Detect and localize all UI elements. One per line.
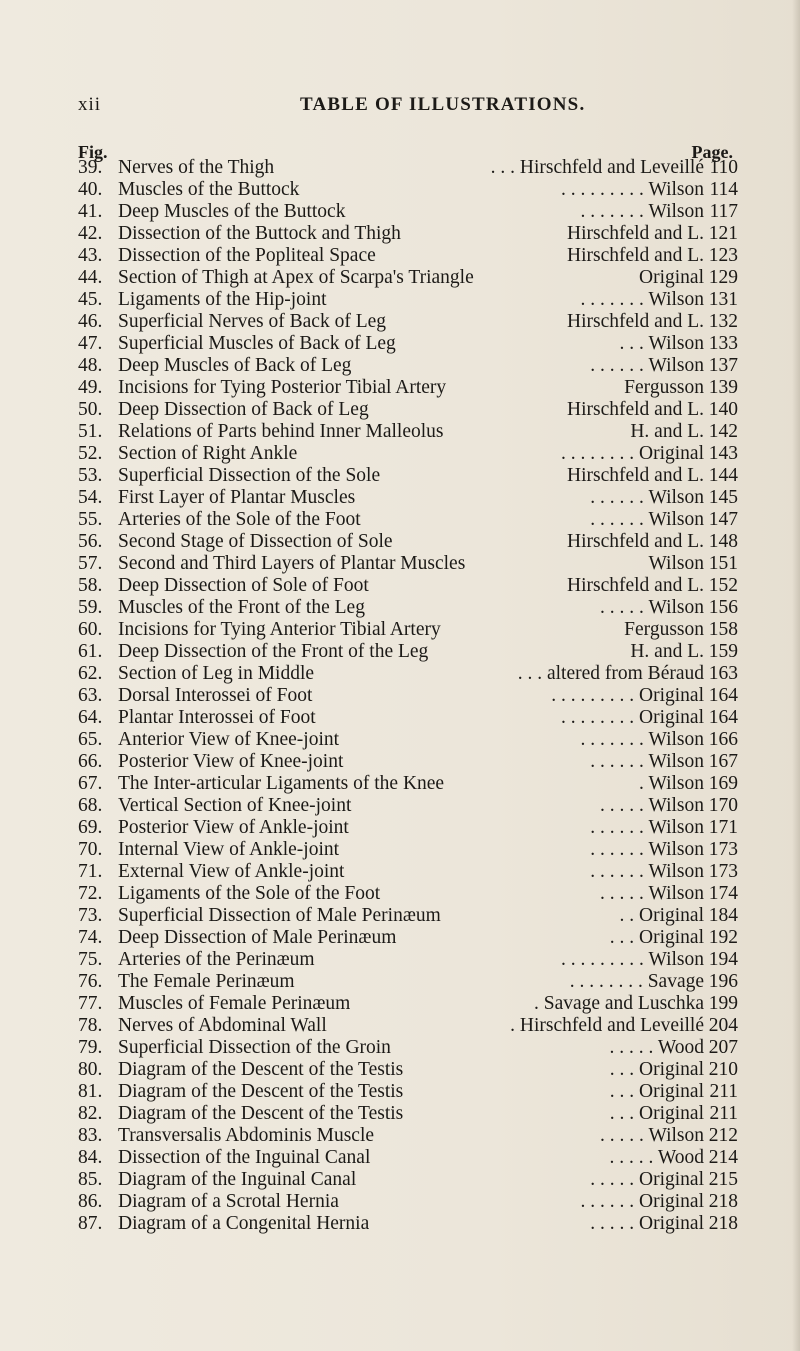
figure-number: 73.: [78, 905, 103, 926]
figure-number: 87.: [78, 1213, 103, 1234]
list-item: [78, 949, 738, 971]
page-reference: 171: [708, 817, 738, 838]
page-reference: 192: [708, 927, 738, 948]
illustration-source: . . . Hirschfeld and Leveillé: [490, 157, 704, 178]
illustration-source: . . . . . Wilson: [600, 795, 704, 816]
illustration-title: Anterior View of Knee-joint: [118, 729, 340, 750]
illustration-source: . . . Original: [609, 1103, 704, 1124]
list-item: [78, 795, 738, 817]
illustration-title: Incisions for Tying Anterior Tibial Artery: [118, 619, 441, 640]
page-reference: 147: [708, 509, 738, 530]
figure-number: 65.: [78, 729, 103, 750]
list-item: [78, 641, 738, 663]
figure-number: 69.: [78, 817, 103, 838]
illustration-title: Diagram of the Descent of the Testis: [118, 1103, 404, 1124]
page-reference: 199: [708, 993, 738, 1014]
illustration-title: Muscles of Female Perinæum: [118, 993, 351, 1014]
list-item: [78, 531, 738, 553]
illustration-title: Dissection of the Popliteal Space: [118, 245, 376, 266]
illustration-title: Arteries of the Sole of the Foot: [118, 509, 361, 530]
list-item: [78, 1015, 738, 1037]
illustration-title: Vertical Section of Knee-joint: [118, 795, 352, 816]
figure-number: 62.: [78, 663, 103, 684]
list-item: [78, 1169, 738, 1191]
list-item: [78, 443, 738, 465]
figure-number: 59.: [78, 597, 103, 618]
illustration-source: . . . . . Wilson: [600, 1125, 704, 1146]
illustration-source: . Hirschfeld and Leveillé: [510, 1015, 704, 1036]
page-reference: 156: [708, 597, 738, 618]
list-item: [78, 773, 738, 795]
illustration-source: . . . . . . . . Savage: [569, 971, 704, 992]
illustration-title: Arteries of the Perinæum: [118, 949, 315, 970]
illustration-title: Superficial Muscles of Back of Leg: [118, 333, 396, 354]
list-item: [78, 707, 738, 729]
running-title: TABLE OF ILLUSTRATIONS.: [300, 94, 586, 115]
illustration-title: Diagram of the Descent of the Testis: [118, 1059, 404, 1080]
figure-number: 70.: [78, 839, 103, 860]
illustration-title: External View of Ankle-joint: [118, 861, 345, 882]
page-reference: 152: [708, 575, 738, 596]
illustration-source: . . . . . . . Wilson: [580, 289, 704, 310]
illustration-title: Diagram of a Scrotal Hernia: [118, 1191, 339, 1212]
page-edge-shadow: [792, 0, 800, 1351]
figure-number: 82.: [78, 1103, 103, 1124]
page-reference: 114: [709, 179, 738, 200]
illustration-source: . . . . . . . . Original: [561, 707, 704, 728]
figure-number: 80.: [78, 1059, 103, 1080]
illustration-title: Ligaments of the Hip-joint: [118, 289, 327, 310]
figure-number: 56.: [78, 531, 103, 552]
illustration-source: . . . Original: [609, 927, 704, 948]
figure-number: 60.: [78, 619, 103, 640]
page-reference: 218: [708, 1213, 738, 1234]
illustration-title: Section of Right Ankle: [118, 443, 298, 464]
list-item: [78, 1059, 738, 1081]
figure-number: 78.: [78, 1015, 103, 1036]
list-item: [78, 553, 738, 575]
page-reference: 110: [709, 157, 738, 178]
page-reference: 131: [708, 289, 738, 310]
illustration-title: First Layer of Plantar Muscles: [118, 487, 356, 508]
illustration-title: Muscles of the Front of the Leg: [118, 597, 365, 618]
illustration-title: Second Stage of Dissection of Sole: [118, 531, 393, 552]
illustration-source: . . . . . . . . . Wilson: [561, 179, 704, 200]
list-item: [78, 377, 738, 399]
illustration-source: Hirschfeld and L.: [567, 223, 704, 244]
illustration-source: Hirschfeld and L.: [567, 311, 704, 332]
list-item: [78, 971, 738, 993]
figure-number: 40.: [78, 179, 103, 200]
list-item: [78, 267, 738, 289]
list-item: [78, 289, 738, 311]
fig-column-heading: Fig.: [78, 142, 108, 162]
illustration-title: Second and Third Layers of Plantar Muscles: [118, 553, 466, 574]
figure-number: 68.: [78, 795, 103, 816]
page-reference: 174: [708, 883, 738, 904]
list-item: [78, 839, 738, 861]
list-item: [78, 355, 738, 377]
page-reference: 139: [708, 377, 738, 398]
illustration-source: Wilson: [648, 553, 704, 574]
figure-number: 81.: [78, 1081, 103, 1102]
page-reference: 204: [708, 1015, 738, 1036]
illustration-source: Hirschfeld and L.: [567, 465, 704, 486]
illustration-source: . . . . . . . . Original: [561, 443, 704, 464]
illustration-source: . . . . . . . . . Wilson: [561, 949, 704, 970]
page-reference: 166: [708, 729, 738, 750]
illustration-source: . . . . . Wilson: [600, 883, 704, 904]
illustration-source: . . . Original: [609, 1081, 704, 1102]
illustration-title: Deep Dissection of the Front of the Leg: [118, 641, 429, 662]
illustration-source: . . . . . Original: [590, 1213, 704, 1234]
list-item: [78, 399, 738, 421]
figure-number: 85.: [78, 1169, 103, 1190]
list-item: [78, 1037, 738, 1059]
figure-number: 42.: [78, 223, 103, 244]
illustration-source: . Savage and Luschka: [533, 993, 704, 1014]
list-item: [78, 729, 738, 751]
list-item: [78, 861, 738, 883]
illustration-source: . . . . . . Wilson: [590, 861, 704, 882]
list-item: [78, 1191, 738, 1213]
figure-number: 66.: [78, 751, 103, 772]
page-reference: 143: [708, 443, 738, 464]
list-item: [78, 245, 738, 267]
page-reference: 167: [708, 751, 738, 772]
list-item: [78, 1147, 738, 1169]
figure-number: 83.: [78, 1125, 103, 1146]
illustration-source: . . . . . . Wilson: [590, 839, 704, 860]
page-reference: 163: [708, 663, 738, 684]
illustration-source: . . . Original: [609, 1059, 704, 1080]
list-item: [78, 817, 738, 839]
illustration-source: . . . . . . Wilson: [590, 487, 704, 508]
illustration-source: Fergusson: [624, 377, 704, 398]
illustration-title: Diagram of a Congenital Hernia: [118, 1213, 370, 1234]
figure-number: 45.: [78, 289, 103, 310]
illustration-source: . . . Wilson: [619, 333, 704, 354]
figure-number: 75.: [78, 949, 103, 970]
figure-number: 58.: [78, 575, 103, 596]
page-reference: 214: [708, 1147, 738, 1168]
illustration-source: . . . altered from Béraud: [517, 663, 704, 684]
page-reference: 210: [708, 1059, 738, 1080]
illustration-title: Muscles of the Buttock: [118, 179, 300, 200]
page-reference: 215: [708, 1169, 738, 1190]
page-reference: 211: [709, 1103, 738, 1124]
illustration-title: Internal View of Ankle-joint: [118, 839, 340, 860]
list-item: [78, 311, 738, 333]
illustration-title: Plantar Interossei of Foot: [118, 707, 316, 728]
list-item: [78, 179, 738, 201]
list-item: [78, 597, 738, 619]
figure-number: 67.: [78, 773, 103, 794]
page-reference: 159: [708, 641, 738, 662]
illustration-source: Fergusson: [624, 619, 704, 640]
list-item: [78, 883, 738, 905]
list-item: [78, 333, 738, 355]
illustration-source: . . . . . Wilson: [600, 597, 704, 618]
figure-number: 79.: [78, 1037, 103, 1058]
illustration-title: Deep Dissection of Back of Leg: [118, 399, 369, 420]
illustration-title: Ligaments of the Sole of the Foot: [118, 883, 381, 904]
list-item: [78, 1213, 738, 1235]
illustration-source: . . . . . Wood: [609, 1147, 704, 1168]
figure-number: 86.: [78, 1191, 103, 1212]
figure-number: 77.: [78, 993, 103, 1014]
figure-number: 46.: [78, 311, 103, 332]
list-item: [78, 157, 738, 179]
figure-number: 43.: [78, 245, 103, 266]
page-reference: 170: [708, 795, 738, 816]
figure-number: 55.: [78, 509, 103, 530]
illustration-source: Original: [639, 267, 704, 288]
page-reference: 173: [708, 839, 738, 860]
page-reference: 145: [708, 487, 738, 508]
illustration-source: H. and L.: [630, 641, 704, 662]
illustration-source: . . . . . . Wilson: [590, 817, 704, 838]
page-reference: 123: [708, 245, 738, 266]
page-reference: 144: [708, 465, 738, 486]
illustration-title: Superficial Dissection of the Groin: [118, 1037, 391, 1058]
figure-number: 84.: [78, 1147, 103, 1168]
list-item: [78, 509, 738, 531]
page-reference: 142: [708, 421, 738, 442]
figure-number: 49.: [78, 377, 103, 398]
figure-number: 39.: [78, 157, 103, 178]
list-item: [78, 201, 738, 223]
page-reference: 164: [708, 685, 738, 706]
figure-number: 64.: [78, 707, 103, 728]
page-reference: 117: [709, 201, 738, 222]
illustration-title: Relations of Parts behind Inner Malleolus: [118, 421, 444, 442]
list-item: [78, 223, 738, 245]
figure-number: 53.: [78, 465, 103, 486]
page-reference: 132: [708, 311, 738, 332]
illustration-title: Posterior View of Ankle-joint: [118, 817, 349, 838]
illustration-title: Dissection of the Buttock and Thigh: [118, 223, 401, 244]
page-reference: 164: [708, 707, 738, 728]
figure-number: 52.: [78, 443, 103, 464]
illustration-title: Posterior View of Knee-joint: [118, 751, 344, 772]
illustration-source: Hirschfeld and L.: [567, 575, 704, 596]
illustration-source: . Wilson: [639, 773, 704, 794]
page-reference: 158: [708, 619, 738, 640]
illustration-source: . . . . . . Wilson: [590, 355, 704, 376]
illustration-source: Hirschfeld and L.: [567, 531, 704, 552]
illustration-title: The Female Perinæum: [118, 971, 295, 992]
illustration-source: H. and L.: [630, 421, 704, 442]
list-item: [78, 619, 738, 641]
illustration-title: Incisions for Tying Posterior Tibial Artery: [118, 377, 447, 398]
illustration-title: Superficial Dissection of the Sole: [118, 465, 381, 486]
page-reference: 148: [708, 531, 738, 552]
illustration-source: Hirschfeld and L.: [567, 245, 704, 266]
illustration-source: . . . . . Original: [590, 1169, 704, 1190]
figure-number: 48.: [78, 355, 103, 376]
illustration-title: Diagram of the Descent of the Testis: [118, 1081, 404, 1102]
illustration-title: Deep Muscles of Back of Leg: [118, 355, 352, 376]
illustration-source: . . Original: [619, 905, 704, 926]
figure-number: 71.: [78, 861, 103, 882]
illustration-source: . . . . . . Wilson: [590, 509, 704, 530]
illustration-source: . . . . . . Wilson: [590, 751, 704, 772]
page-number: xii: [78, 94, 102, 115]
figure-number: 76.: [78, 971, 103, 992]
illustration-title: Nerves of Abdominal Wall: [118, 1015, 327, 1036]
figure-number: 44.: [78, 267, 103, 288]
illustration-title: Deep Muscles of the Buttock: [118, 201, 346, 222]
list-item: [78, 421, 738, 443]
figure-number: 41.: [78, 201, 103, 222]
figure-number: 47.: [78, 333, 103, 354]
page-reference: 207: [708, 1037, 738, 1058]
list-item: [78, 751, 738, 773]
figure-number: 57.: [78, 553, 103, 574]
illustration-title: Deep Dissection of Male Perinæum: [118, 927, 397, 948]
illustration-title: Deep Dissection of Sole of Foot: [118, 575, 369, 596]
figure-number: 54.: [78, 487, 103, 508]
page-reference: 212: [708, 1125, 738, 1146]
list-item: [78, 1081, 738, 1103]
list-item: [78, 487, 738, 509]
figure-number: 50.: [78, 399, 103, 420]
page-reference: 169: [708, 773, 738, 794]
list-item: [78, 927, 738, 949]
page-reference: 121: [708, 223, 738, 244]
page-reference: 184: [708, 905, 738, 926]
illustration-title: Transversalis Abdominis Muscle: [118, 1125, 375, 1146]
page-header: [0, 94, 800, 118]
page-reference: 173: [708, 861, 738, 882]
illustration-title: Superficial Nerves of Back of Leg: [118, 311, 387, 332]
page-reference: 194: [708, 949, 738, 970]
illustration-source: . . . . . . . . . Original: [551, 685, 704, 706]
page-reference: 133: [708, 333, 738, 354]
page-column-heading: Page.: [691, 142, 733, 162]
list-item: [78, 1125, 738, 1147]
figure-number: 61.: [78, 641, 103, 662]
page-reference: 137: [708, 355, 738, 376]
illustration-title: Nerves of the Thigh: [118, 157, 275, 178]
illustration-title: The Inter-articular Ligaments of the Knee: [118, 773, 445, 794]
illustration-title: Dorsal Interossei of Foot: [118, 685, 313, 706]
figure-number: 63.: [78, 685, 103, 706]
figure-number: 51.: [78, 421, 103, 442]
page-reference: 151: [708, 553, 738, 574]
illustration-title: Section of Leg in Middle: [118, 663, 315, 684]
illustrations-list: [78, 157, 738, 1235]
illustration-title: Diagram of the Inguinal Canal: [118, 1169, 357, 1190]
page-reference: 140: [708, 399, 738, 420]
page-reference: 196: [708, 971, 738, 992]
list-item: [78, 993, 738, 1015]
illustration-source: . . . . . . . Wilson: [580, 201, 704, 222]
page-reference: 129: [708, 267, 738, 288]
list-item: [78, 685, 738, 707]
illustration-source: Hirschfeld and L.: [567, 399, 704, 420]
illustration-title: Superficial Dissection of Male Perinæum: [118, 905, 441, 926]
figure-number: 72.: [78, 883, 103, 904]
list-item: [78, 1103, 738, 1125]
illustration-source: . . . . . . . Wilson: [580, 729, 704, 750]
illustration-source: . . . . . Wood: [609, 1037, 704, 1058]
list-item: [78, 905, 738, 927]
illustration-source: . . . . . . Original: [580, 1191, 704, 1212]
page-reference: 211: [709, 1081, 738, 1102]
list-item: [78, 575, 738, 597]
list-item: [78, 663, 738, 685]
list-item: [78, 465, 738, 487]
figure-number: 74.: [78, 927, 103, 948]
illustration-title: Section of Thigh at Apex of Scarpa's Triangle: [118, 267, 474, 288]
page-reference: 218: [708, 1191, 738, 1212]
illustration-title: Dissection of the Inguinal Canal: [118, 1147, 371, 1168]
